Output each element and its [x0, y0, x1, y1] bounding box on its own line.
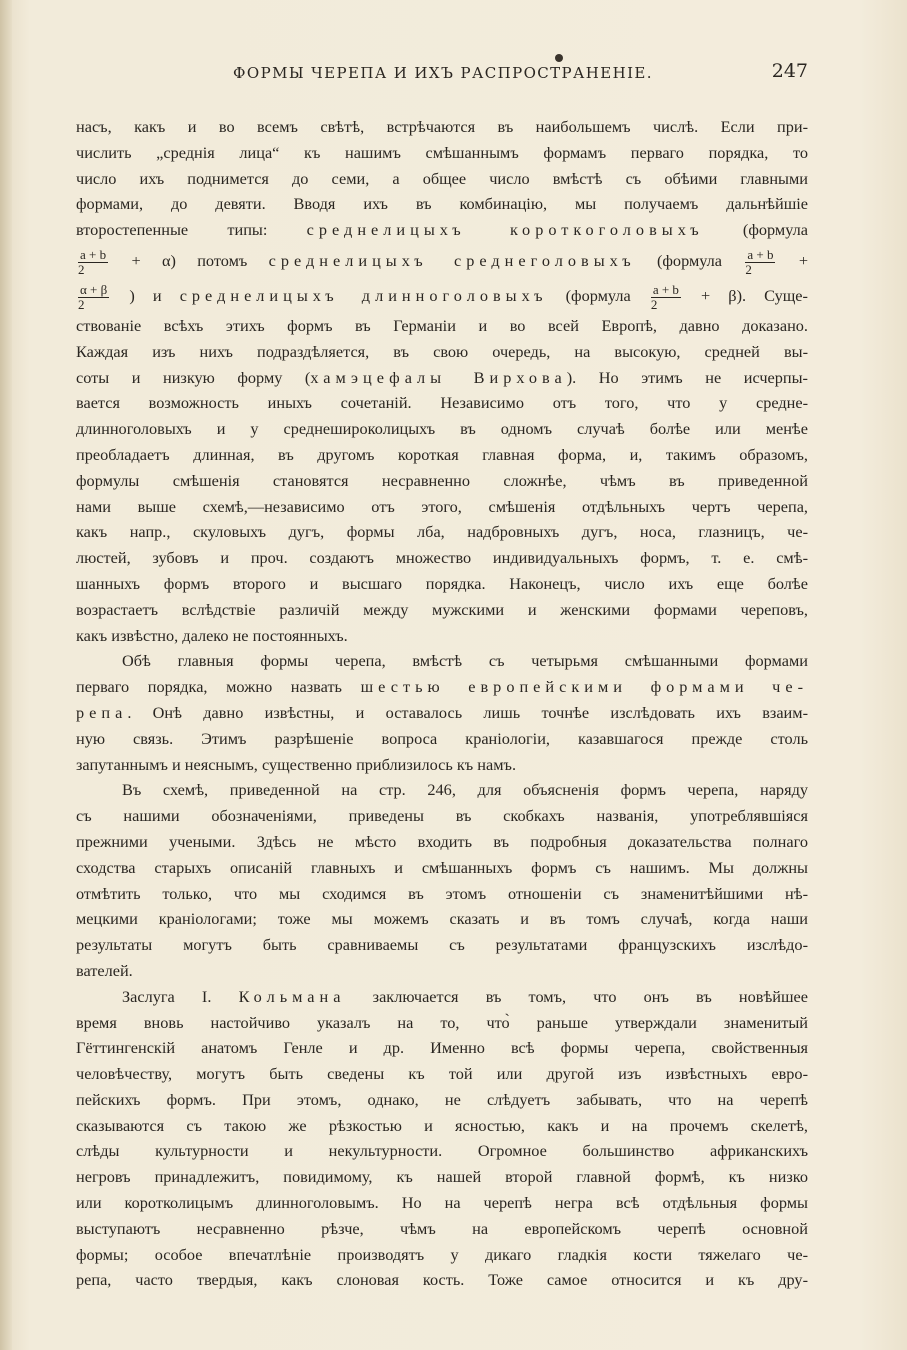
text-line: нами выше схемѣ,—независимо отъ этого, смѣшенія отдѣльныхъ чертъ черепа, [76, 496, 808, 516]
text-line: ствованіе всѣхъ этихъ формъ въ Германіи и во всей Европѣ, давно доказано. [76, 315, 808, 335]
text-line: человѣчеству, могутъ быть сведены къ той или другой изъ извѣстныхъ евро- [76, 1064, 808, 1084]
text-line: ную связь. Этимъ разрѣшеніе вопроса краніологіи, казавшагося прежде столь [76, 728, 808, 748]
text-line: формы; особое впечатлѣніе производятъ у дикаго гладкія кости тяжелаго че- [76, 1244, 808, 1264]
text-segment: ) и [129, 285, 162, 305]
text-line: длинноголовыхъ и у среднешироколицыхъ въ одномъ случаѣ болѣе или менѣе [76, 419, 808, 439]
text-line: Въ схемѣ, приведенной на стр. 246, для объясненія формъ черепа, наряду [122, 780, 808, 800]
text-line [76, 243, 808, 278]
text-line: пейскихъ формъ. При этомъ, однако, не слѣдуетъ забывать, что на черепѣ [76, 1089, 808, 1109]
fraction-denominator: 2 [650, 296, 658, 312]
spaced-term: репа [76, 702, 128, 722]
page-number: 247 [771, 60, 808, 82]
spaced-term: среднелицыхъ короткоголовыхъ [306, 220, 704, 240]
text-line: преобладаетъ длинная, въ другомъ короткая главная форма, и, такимъ образомъ, [76, 444, 808, 464]
text-line: какъ извѣстно, далеко не постоянныхъ. [76, 625, 348, 645]
text-segment: + β). Суще- [701, 285, 808, 305]
text-segment: ). Но этимъ не исчерпы- [566, 367, 808, 387]
text-line [76, 700, 808, 726]
text-segment: (формула [742, 220, 809, 240]
text-segment: Заслуга І. [122, 986, 212, 1006]
text-line [76, 278, 808, 313]
fraction-numerator: α + β [80, 281, 108, 297]
fraction-numerator: a + b [747, 246, 774, 262]
spaced-term: среднелицыхъ длинноголовыхъ [179, 285, 548, 305]
text-line: вателей. [76, 960, 133, 980]
text-line: возрастаетъ вслѣдствіе различій между мужскими и женскими формами череповъ, [76, 599, 808, 619]
spaced-term: Кольмана [238, 986, 346, 1006]
fraction-denominator: 2 [78, 296, 85, 312]
text-line: формулы смѣшенія становятся несравненно сложнѣе, чѣмъ въ приведенной [76, 470, 808, 490]
text-line: Обѣ главныя формы черепа, вмѣстѣ съ четырьмя смѣшанными формами [122, 651, 808, 671]
text-line: сказываются съ такою же рѣзкостью и ясностью, какъ и на прочемъ скелетѣ, [76, 1115, 808, 1135]
fraction-numerator: a + b [652, 281, 679, 297]
body-text [76, 114, 808, 1293]
text-line: число ихъ поднимется до семи, а общее число вмѣстѣ съ обѣими главными [76, 168, 808, 188]
text-line [76, 984, 808, 1010]
text-line: результаты могутъ быть сравниваемы съ результатами французскихъ изслѣдо- [76, 935, 808, 955]
formula-fraction [745, 248, 775, 277]
text-segment: соты и низкую форму ( [76, 367, 311, 387]
text-line: мецкими краніологами; тоже мы можемъ сказать и въ томъ случаѣ, когда наши [76, 909, 808, 929]
fraction-numerator: a + b [80, 246, 107, 262]
text-line: негровъ принадлежитъ, повидимому, къ нашей второй главной формѣ, къ низко [76, 1167, 808, 1187]
text-line [76, 217, 808, 243]
spaced-term: хамэцефалы Вирхова [310, 367, 567, 387]
text-line: формами, до девяти. Вводя ихъ въ комбинацію, мы получаемъ дальнѣйшіе [76, 194, 808, 214]
text-line: числить „среднія лица“ къ нашимъ смѣшаннымъ формамъ перваго порядка, то [76, 142, 808, 162]
text-segment: (формула [565, 285, 631, 305]
text-line [76, 365, 808, 391]
text-line [76, 674, 808, 700]
text-line: шанныхъ формъ второго и высшаго порядка. Наконецъ, число ихъ еще болѣе [76, 573, 808, 593]
page-gutter [0, 0, 12, 1350]
text-line: Гёттингенскій анатомъ Генле и др. Именно всѣ формы черепа, свойственныя [76, 1038, 808, 1058]
running-title: ФОРМЫ ЧЕРЕПА И ИХЪ РАСПРОСТРАНЕНІЕ. [233, 64, 653, 82]
text-line: Каждая изъ нихъ подраздѣляется, въ свою очередь, на высокую, средней вы- [76, 341, 808, 361]
page-header [78, 60, 808, 88]
text-segment: (формула [656, 250, 723, 270]
text-line: или коротколицымъ длинноголовымъ. Но на черепѣ негра всѣ отдѣльныя формы [76, 1193, 808, 1213]
text-line: сходства старыхъ описаній главныхъ и смѣшанныхъ формъ съ нашимъ. Мы должны [76, 857, 808, 877]
formula-fraction [78, 283, 109, 312]
spaced-term: среднелицыхъ среднеголовыхъ [268, 250, 636, 270]
text-segment: + [798, 250, 808, 270]
text-line: выступаютъ несравненно рѣзче, чѣмъ на европейскомъ черепѣ основной [76, 1218, 808, 1238]
spaced-term: шестью европейскими формами че- [360, 677, 808, 697]
text-line: время вновь настойчиво указалъ на то, что̀ раньше утверждали знаменитый [76, 1012, 808, 1032]
text-line: прежними учеными. Здѣсь не мѣсто входить въ подробныя доказательства полнаго [76, 831, 808, 851]
text-segment: перваго порядка, можно назвать [76, 677, 342, 697]
text-line: съ нашими обозначеніями, приведены въ скобкахъ названія, употреблявшіяся [76, 806, 808, 826]
text-segment: + α) потомъ [131, 250, 248, 270]
fraction-denominator: 2 [78, 261, 85, 277]
text-line: люстей, зубовъ и проч. создаютъ множество индивидуальныхъ формъ, т. е. смѣ- [76, 548, 808, 568]
text-segment: . Онѣ давно извѣстны, и оставалось лишь точнѣе изслѣдовать ихъ взаим- [127, 702, 808, 722]
fraction-denominator: 2 [745, 261, 752, 277]
text-line: слѣды культурности и некультурности. Огромное большинство африканскихъ [76, 1141, 808, 1161]
text-segment: второстепенные типы: [76, 220, 268, 240]
text-line: вается возможность иныхъ сочетаній. Независимо отъ того, что у средне- [76, 393, 808, 413]
formula-fraction [78, 248, 108, 277]
text-line: насъ, какъ и во всемъ свѣтѣ, встрѣчаются въ наибольшемъ числѣ. Если при- [76, 117, 808, 136]
text-segment: заключается въ томъ, что онъ въ новѣйшее [372, 986, 808, 1006]
text-line: отмѣтить только, что мы сходимся въ этомъ отношеніи съ знаменитѣйшими нѣ- [76, 883, 808, 903]
text-line: запутаннымъ и неяснымъ, существенно приблизилось къ намъ. [76, 754, 517, 774]
text-line: репа, часто твердыя, какъ слоновая кость. Тоже самое относится и къ дру- [76, 1270, 808, 1290]
text-line: какъ напр., скуловыхъ дугъ, формы лба, надбровныхъ дугъ, носа, глазницъ, че- [76, 522, 808, 542]
formula-fraction [651, 283, 681, 312]
